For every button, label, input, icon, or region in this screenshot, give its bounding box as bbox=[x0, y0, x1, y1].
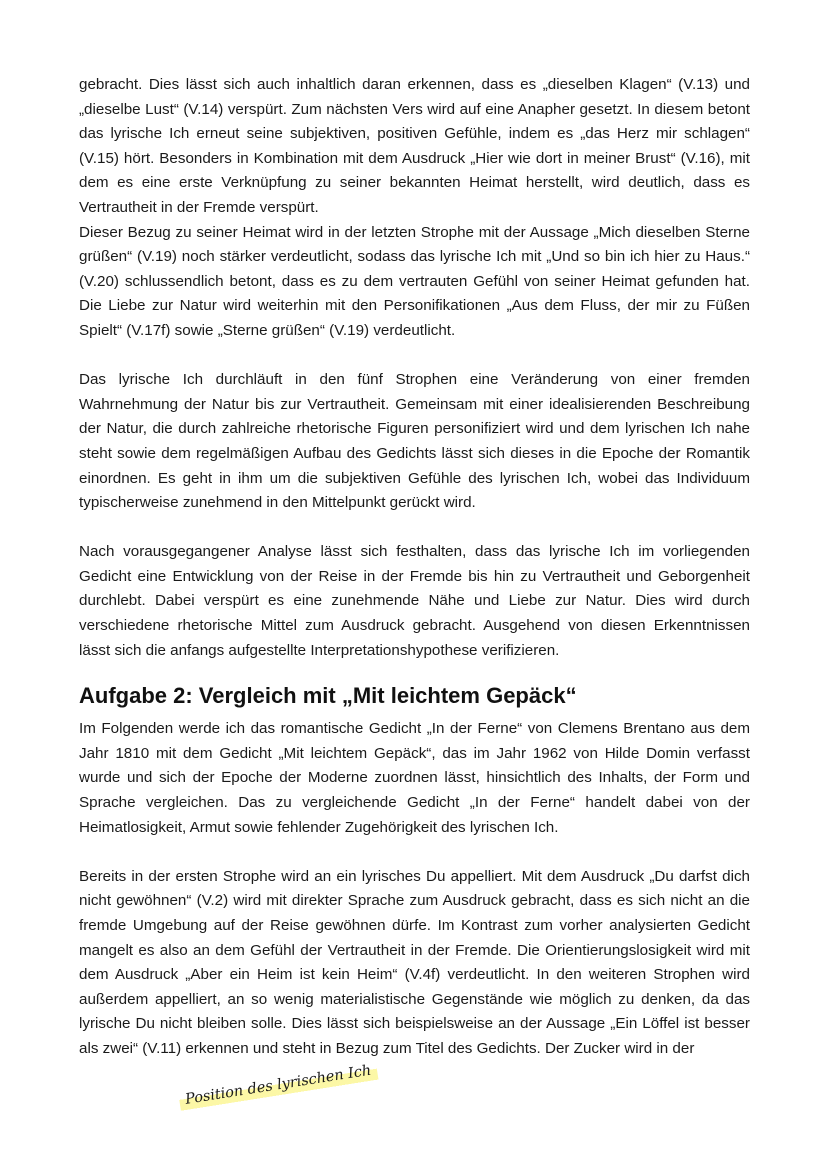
paragraph-epoche-romantik: Das lyrische Ich durchläuft in den fünf Strophen eine Veränderung von einer fremden Wahrnehmung der Natur bis zur Vertrautheit. Gemeinsam mit einer idealisierenden Beschreibung der Natur, die durch zahlreiche rhetorische Figuren personifiziert wird und dem lyrischen Ich nahe steht sowie dem regelmäßigen Aufbau des Gedichts lässt sich dieses in die Epoche der Romantik einordnen. Es geht in ihm um die subjektiven Gefühle des lyrischen Ich, wobei das Individuum typischerweise zunehmend in den Mittelpunkt gerückt wird. bbox=[79, 371, 750, 512]
paragraph-fazit: Nach vorausgegangener Analyse lässt sich festhalten, dass das lyrische Ich im vorliegenden Gedicht eine Entwicklung von der Reise in der Fremde bis hin zu Vertrautheit und Geborgenheit durchlebt. Dabei verspürt es eine zunehmende Nähe und Liebe zur Natur. Dies wird durch verschiedene rhetorische Mittel zum Ausdruck gebracht. Ausgehend von diesen Erkenntnissen lässt sich die anfangs aufgestellte Interpretationshypothese verifizieren. bbox=[79, 543, 750, 659]
section-heading: Aufgabe 2: Vergleich mit „Mit leichtem Gepäck“ bbox=[79, 683, 577, 709]
paragraph-analysis-continued: gebracht. Dies lässt sich auch inhaltlich daran erkennen, dass es „dieselben Klagen“ (V.13) und „dieselbe Lust“ (V.14) verspürt. Zum nächsten Vers wird auf eine Anapher gesetzt. In diesem betont das lyrische Ich erneut seine subjektiven, positiven Gefühle, indem es „das Herz mir schlagen“ (V.15) hört. Besonders in Kombination mit dem Ausdruck „Hier wie dort in meiner Brust“ (V.16), mit dem es eine erste Verknüpfung zu seiner bekannten Heimat herstellt, wird deutlich, dass es Vertrautheit in der Fremde verspürt. bbox=[79, 76, 750, 216]
paragraph-gap bbox=[79, 344, 750, 369]
paragraph-erste-strophe: Bereits in der ersten Strophe wird an ein lyrisches Du appelliert. Mit dem Ausdruck „Du darfst dich nicht gewöhnen“ (V.2) wird mit direkter Sprache zum Ausdruck gebracht, dass es sich nicht an die fremde Umgebung auf der Reise gewöhnen dürfe. Im Kontrast zum vorher analysierten Gedicht mangelt es also an dem Gefühl der Vertrautheit in der Fremde. Die Orientierungslosigkeit wird mit dem Ausdruck „Aber ein Heim ist kein Heim“ (V.4f) verdeutlicht. In den weiteren Strophen wird außerdem appelliert, an so wenig materialistische Gegenstände wie möglich zu denken, da das lyrische Du nicht bleiben solle. Dies lässt sich beispielsweise an der Aussage „Ein Löffel ist besser als zwei“ (V.11) erkennen und steht in Bezug zum Titel des Gedichts. Der Zucker wird in der bbox=[79, 867, 750, 1057]
paragraph-einleitung-vergleich: Im Folgenden werde ich das romantische Gedicht „In der Ferne“ von Clemens Brentano aus dem Jahr 1810 mit dem Gedicht „Mit leichtem Gepäck“, das im Jahr 1962 von Hilde Domin verfasst wurde und sich der Epoche der Moderne zuordnen lässt, hinsichtlich des Inhalts, der Form und Sprache vergleichen. Das zu vergleichende Gedicht „In der Ferne“ handelt dabei von der Heimatlosigkeit, Armut sowie fehlender Zugehörigkeit des lyrischen Ich. bbox=[79, 720, 750, 836]
paragraph-gap bbox=[79, 840, 750, 865]
paragraph-gap bbox=[79, 516, 750, 541]
handwritten-highlighted-note: Position des lyrischen Ich bbox=[178, 1061, 379, 1112]
paragraph-heimat-bezug: Dieser Bezug zu seiner Heimat wird in der letzten Strophe mit der Aussage „Mich dieselben Sterne grüßen“ (V.19) noch stärker verdeutlicht, sodass das lyrische Ich mit „Und so bin ich hier zu Haus.“ (V.20) schlussendlich betont, dass es zu dem vertrauten Gefühl von seiner Heimat gefunden hat. Die Liebe zur Natur wird weiterhin mit den Personifikationen „Aus dem Fluss, der mir zu Füßen Spielt“ (V.17f) sowie „Sterne grüßen“ (V.19) verdeutlicht. bbox=[79, 223, 750, 339]
document-page bbox=[79, 73, 750, 1062]
